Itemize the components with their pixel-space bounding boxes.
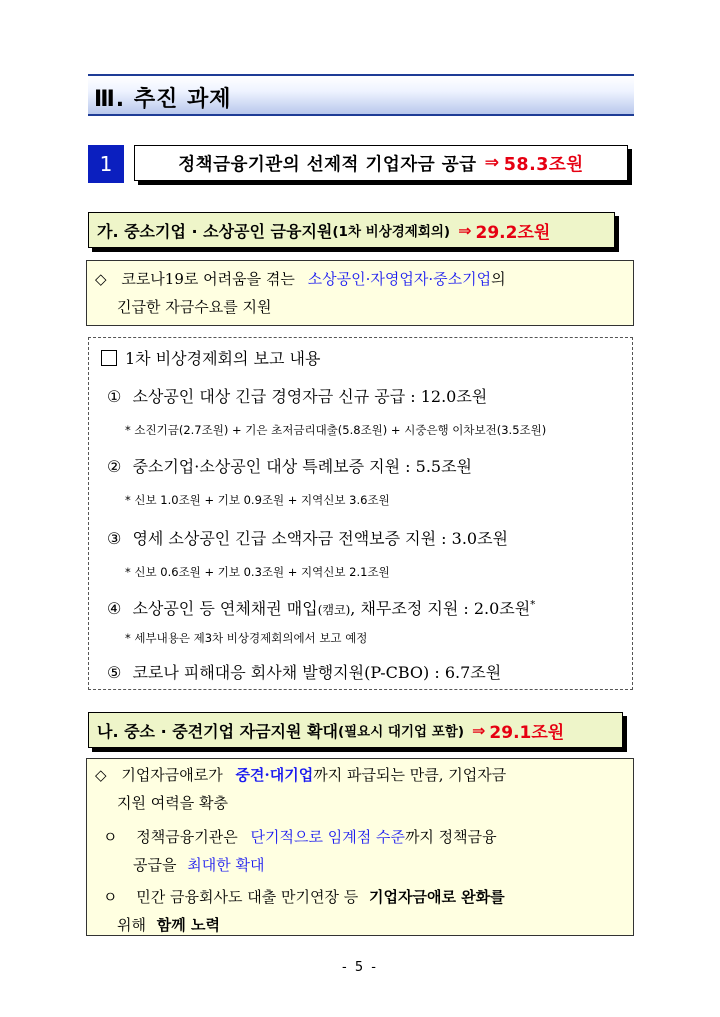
na-summary-box: [86, 758, 634, 936]
na-sub1-text: 정책금융기관은: [136, 828, 238, 846]
report-item-1: [107, 384, 487, 407]
item-amount: 58.3조원: [503, 154, 584, 175]
report-note-2: * 신보 1.0조원 + 기보 0.9조원 + 지역신보 3.6조원: [125, 493, 390, 507]
na-sub2-text: 민간 금융회사도 대출 만기연장 등: [136, 888, 359, 906]
na-label: 나. 중소 · 중견기업 자금지원 확대: [97, 721, 338, 741]
ga-line1-text: 코로나19로 어려움을 겪는: [121, 270, 295, 288]
footnote-mark: *: [530, 599, 536, 611]
na-sub1-line2-highlight: 최대한 확대: [187, 856, 265, 874]
na-sub1-suffix: 까지 정책금융: [404, 828, 497, 846]
na-line1-text: 기업자금애로가: [121, 766, 223, 784]
na-sub2-line2-text: 위해: [117, 916, 146, 934]
report-note-1: * 소진기금(2.7조원) + 기은 초저금리대출(5.8조원) + 시중은행 이차보전(3.5조원): [125, 423, 547, 437]
ga-amount: 29.2조원: [475, 222, 551, 243]
na-sub1-highlight: 단기적으로 임계점 수준: [250, 828, 405, 846]
na-amount: 29.1조원: [489, 722, 565, 743]
item-title-box: [134, 145, 628, 181]
item-number-badge: 1: [88, 145, 124, 183]
ga-line2: 긴급한 자금수요를 지원: [117, 298, 272, 316]
item-number: ④: [107, 599, 122, 618]
na-line1-highlight: 중견·대기업: [235, 766, 314, 784]
checkbox-icon: [101, 350, 117, 366]
report-item-paren: (캠코): [317, 603, 351, 617]
item-arrow: ⇒: [484, 153, 500, 173]
ga-arrow: ⇒: [458, 220, 472, 240]
report-item-2: [107, 454, 472, 477]
na-sub2-line2-bold: 함께 노력: [156, 916, 220, 934]
report-item-4: [107, 596, 535, 619]
report-item-5: [107, 660, 501, 683]
na-sub2-bold: 기업자금애로 완화를: [369, 888, 505, 906]
report-item-text: 코로나 피해대응 회사채 발행지원(P-CBO) : 6.7조원: [132, 663, 502, 682]
diamond-bullet: ◇: [95, 766, 107, 784]
report-item-text: 소상공인 대상 긴급 경영자금 신규 공급 : 12.0조원: [132, 387, 488, 406]
item-title: 정책금융기관의 선제적 기업자금 공급: [178, 154, 477, 175]
subsection-ga-header: [88, 212, 615, 248]
na-paren: (필요시 대기업 포함): [337, 724, 465, 740]
circle-bullet: ㅇ: [103, 828, 118, 846]
report-item-text: 중소기업·소상공인 대상 특례보증 지원 : 5.5조원: [132, 457, 472, 476]
ga-paren: (1차 비상경제회의): [332, 224, 451, 240]
na-sub1-line2-text: 공급을: [133, 856, 177, 874]
item-number: ②: [107, 457, 122, 476]
na-line2: 지원 여력을 확충: [117, 794, 228, 812]
page-number: - 5 -: [342, 960, 378, 975]
report-title: 1차 비상경제회의 보고 내용: [125, 349, 321, 368]
report-item-text: 영세 소상공인 긴급 소액자금 전액보증 지원 : 3.0조원: [132, 529, 508, 548]
section-header: [88, 74, 634, 116]
report-item-text-cont: , 채무조정 지원 : 2.0조원: [350, 599, 531, 618]
report-item-text: 소상공인 등 연체채권 매입: [132, 599, 318, 618]
ga-line1-suffix: 의: [491, 270, 506, 288]
ga-line1-highlight: 소상공인·자영업자·중소기업: [307, 270, 492, 288]
item-number: ⑤: [107, 663, 122, 682]
item-number: ③: [107, 529, 122, 548]
report-note-4: * 세부내용은 제3차 비상경제회의에서 보고 예정: [125, 631, 368, 645]
report-item-3: [107, 526, 508, 549]
circle-bullet: ㅇ: [103, 888, 118, 906]
subsection-na-header: [88, 712, 623, 748]
diamond-bullet: ◇: [95, 270, 107, 288]
section-title: Ⅲ. 추진 과제: [94, 87, 232, 112]
na-arrow: ⇒: [472, 720, 486, 740]
ga-label: 가. 중소기업 · 소상공인 금융지원: [97, 221, 333, 241]
ga-summary-box: [86, 260, 634, 326]
item-number: ①: [107, 387, 122, 406]
report-box: [88, 337, 633, 690]
report-note-3: * 신보 0.6조원 + 기보 0.3조원 + 지역신보 2.1조원: [125, 565, 390, 579]
na-line1-suffix: 까지 파급되는 만큼, 기업자금: [313, 766, 507, 784]
